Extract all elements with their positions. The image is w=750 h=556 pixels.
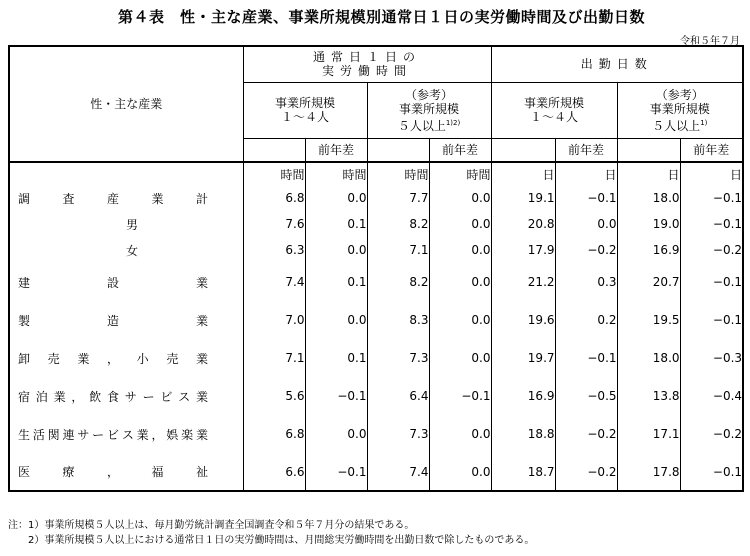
row-label-text: 調査産業計 <box>18 191 208 206</box>
value-cell: 0.3 <box>555 263 617 301</box>
value-cell: 0.0 <box>429 237 491 263</box>
value-cell: 0.0 <box>429 453 491 491</box>
value-cell: 0.0 <box>305 301 367 339</box>
table-row <box>9 453 743 491</box>
value-cell: 19.7 <box>491 339 555 377</box>
value-cell: 13.8 <box>617 377 680 415</box>
footnote-mark: 1)2) <box>445 118 461 127</box>
row-label-text: 医療，福祉 <box>18 465 208 479</box>
prev-diff-header: 前年差 <box>429 138 491 162</box>
value-cell: −0.2 <box>680 237 743 263</box>
value-cell: 0.0 <box>555 211 617 237</box>
row-label <box>9 211 243 237</box>
value-cell: 7.4 <box>243 263 305 301</box>
table-row <box>9 211 743 237</box>
value-cell: 19.0 <box>617 211 680 237</box>
value-cell: −0.5 <box>555 377 617 415</box>
value-cell: 8.2 <box>367 263 429 301</box>
days-ref-header: （参考） 事業所規模 ５人以上$^{1)}$ <box>617 82 743 138</box>
value-cell: 7.6 <box>243 211 305 237</box>
hours-small-header: 事業所規模 １～４人 <box>243 82 367 138</box>
unit-cell: 日 <box>617 162 680 185</box>
empty-header-cell <box>243 138 305 162</box>
footnote-2: 2）事業所規模５人以上における通常日１日の実労働時間は、月間総実労働時間を出勤日数で除したものである。 <box>8 535 535 546</box>
value-cell: 7.3 <box>367 415 429 453</box>
value-cell: −0.3 <box>680 339 743 377</box>
footnotes <box>8 518 534 548</box>
value-cell: 0.0 <box>305 185 367 211</box>
value-cell: 20.7 <box>617 263 680 301</box>
value-cell: 7.7 <box>367 185 429 211</box>
row-label <box>9 453 243 491</box>
survey-date: 令和５年７月 <box>680 36 740 47</box>
value-cell: −0.1 <box>555 185 617 211</box>
value-cell: −0.1 <box>305 377 367 415</box>
value-cell: 20.8 <box>491 211 555 237</box>
value-cell: 17.1 <box>617 415 680 453</box>
table-body <box>9 162 743 491</box>
table-title: 第４表 性・主な産業、事業所規模別通常日１日の実労働時間及び出勤日数 <box>118 8 646 26</box>
value-cell: −0.1 <box>680 211 743 237</box>
value-cell: 19.1 <box>491 185 555 211</box>
value-cell: 6.8 <box>243 185 305 211</box>
value-cell: 18.7 <box>491 453 555 491</box>
table-row <box>9 415 743 453</box>
value-cell: 7.0 <box>243 301 305 339</box>
value-cell: −0.1 <box>680 185 743 211</box>
row-label-text: 卸売業，小売業 <box>18 351 208 366</box>
value-cell: 7.3 <box>367 339 429 377</box>
unit-cell: 日 <box>680 162 743 185</box>
row-label-header: 性・主な産業 <box>9 46 243 162</box>
table-row <box>9 263 743 301</box>
row-label-text: 製造業 <box>18 313 208 328</box>
row-label <box>9 377 243 415</box>
prev-diff-header: 前年差 <box>555 138 617 162</box>
value-cell: −0.2 <box>555 415 617 453</box>
value-cell: 0.0 <box>305 415 367 453</box>
value-cell: −0.2 <box>680 415 743 453</box>
footnote-1: 注：1）事業所規模５人以上は、毎月勤労統計調査全国調査令和５年７月分の結果である。 <box>8 520 415 531</box>
empty-header-cell <box>367 138 429 162</box>
table-row <box>9 237 743 263</box>
value-cell: −0.1 <box>680 301 743 339</box>
table-row <box>9 301 743 339</box>
value-cell: 6.8 <box>243 415 305 453</box>
hours-ref-header: （参考） 事業所規模 ５人以上$^{1)2)}$ <box>367 82 491 138</box>
row-label <box>9 185 243 211</box>
value-cell: 18.0 <box>617 185 680 211</box>
row-label-text: 生活関連サービス業，娯楽業 <box>18 427 208 442</box>
unit-cell: 日 <box>555 162 617 185</box>
value-cell: −0.1 <box>305 453 367 491</box>
value-cell: 0.0 <box>429 263 491 301</box>
value-cell: 18.8 <box>491 415 555 453</box>
prev-diff-header: 前年差 <box>680 138 743 162</box>
row-label-text: 建設業 <box>18 275 208 290</box>
value-cell: −0.1 <box>429 377 491 415</box>
value-cell: 17.8 <box>617 453 680 491</box>
prev-diff-header: 前年差 <box>305 138 367 162</box>
work-hours-group-header: 通常日１日の 実労働時間 <box>243 46 491 82</box>
unit-label-cell <box>9 162 243 185</box>
value-cell: 0.0 <box>429 301 491 339</box>
row-label-text: 女 <box>126 243 139 258</box>
table-row <box>9 185 743 211</box>
footnote-mark: 1) <box>700 118 708 127</box>
row-label <box>9 237 243 263</box>
value-cell: −0.1 <box>680 263 743 301</box>
value-cell: 19.6 <box>491 301 555 339</box>
value-cell: −0.2 <box>555 237 617 263</box>
value-cell: 0.0 <box>429 211 491 237</box>
row-label <box>9 415 243 453</box>
value-cell: 0.0 <box>429 339 491 377</box>
unit-cell: 時間 <box>367 162 429 185</box>
days-small-header: 事業所規模 １～４人 <box>491 82 617 138</box>
unit-cell: 日 <box>491 162 555 185</box>
row-label <box>9 263 243 301</box>
statistics-table <box>8 45 744 492</box>
value-cell: 18.0 <box>617 339 680 377</box>
table-row <box>9 377 743 415</box>
value-cell: −0.1 <box>555 339 617 377</box>
value-cell: 17.9 <box>491 237 555 263</box>
row-label-text: 男 <box>126 217 139 232</box>
row-label <box>9 301 243 339</box>
table-row <box>9 339 743 377</box>
value-cell: 8.2 <box>367 211 429 237</box>
row-label-text: 宿泊業，飲食サービス業 <box>18 389 208 404</box>
value-cell: 0.1 <box>305 211 367 237</box>
value-cell: 8.3 <box>367 301 429 339</box>
value-cell: 0.0 <box>429 185 491 211</box>
unit-cell: 時間 <box>429 162 491 185</box>
empty-header-cell <box>617 138 680 162</box>
value-cell: 0.1 <box>305 263 367 301</box>
value-cell: 16.9 <box>617 237 680 263</box>
value-cell: 6.6 <box>243 453 305 491</box>
unit-row <box>9 162 743 185</box>
row-label <box>9 339 243 377</box>
value-cell: 7.4 <box>367 453 429 491</box>
value-cell: 6.4 <box>367 377 429 415</box>
attendance-days-group-header: 出勤日数 <box>491 46 743 82</box>
empty-header-cell <box>491 138 555 162</box>
value-cell: 7.1 <box>367 237 429 263</box>
value-cell: 16.9 <box>491 377 555 415</box>
value-cell: 0.1 <box>305 339 367 377</box>
value-cell: 21.2 <box>491 263 555 301</box>
value-cell: 7.1 <box>243 339 305 377</box>
unit-cell: 時間 <box>243 162 305 185</box>
value-cell: −0.1 <box>680 453 743 491</box>
value-cell: 0.2 <box>555 301 617 339</box>
value-cell: 19.5 <box>617 301 680 339</box>
value-cell: 0.0 <box>305 237 367 263</box>
value-cell: −0.4 <box>680 377 743 415</box>
value-cell: −0.2 <box>555 453 617 491</box>
unit-cell: 時間 <box>305 162 367 185</box>
value-cell: 0.0 <box>429 415 491 453</box>
value-cell: 6.3 <box>243 237 305 263</box>
value-cell: 5.6 <box>243 377 305 415</box>
